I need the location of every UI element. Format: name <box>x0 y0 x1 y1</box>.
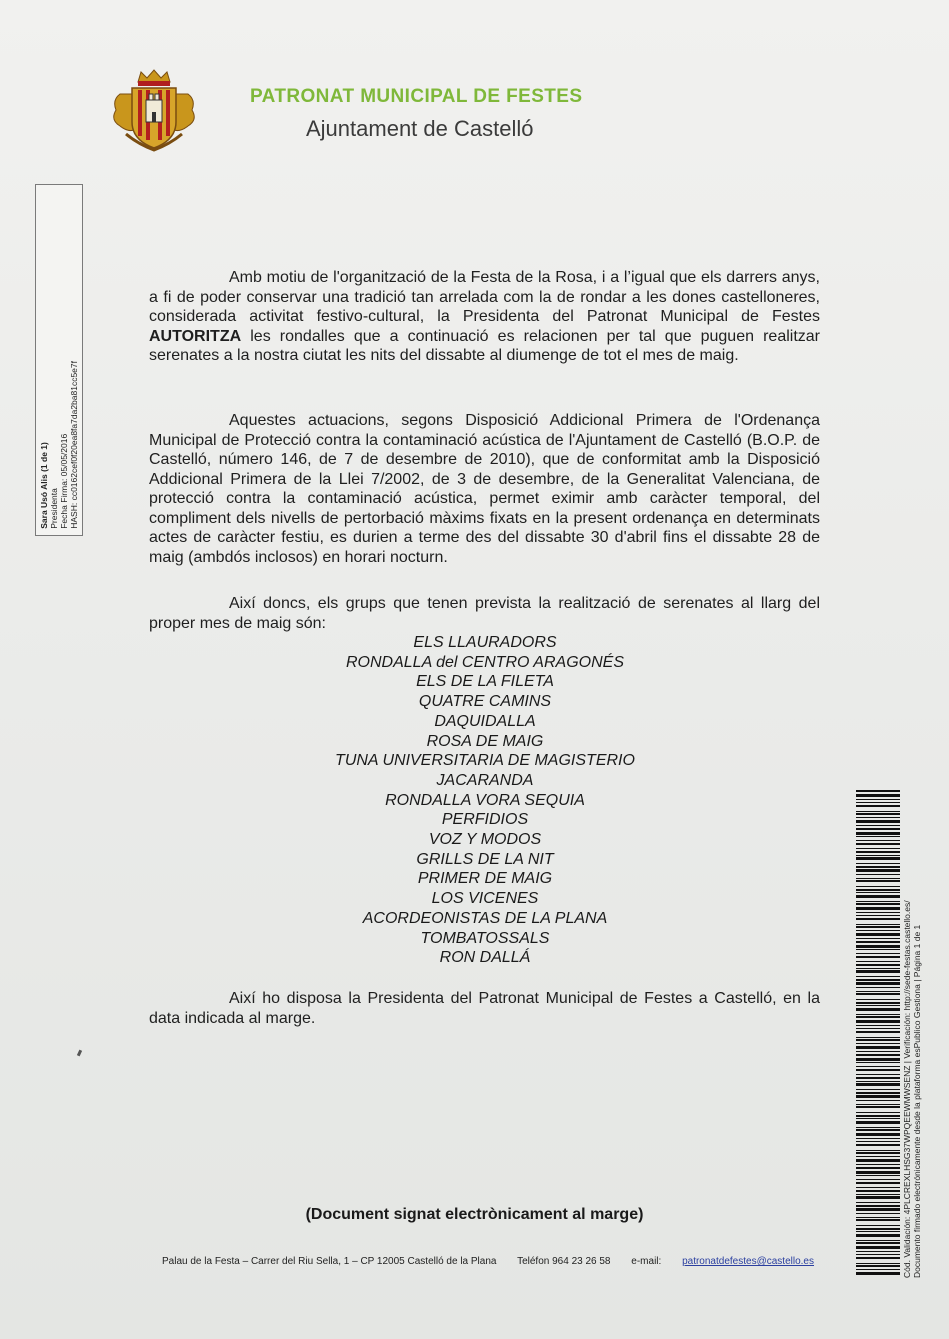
group-item: ELS DE LA FILETA <box>416 673 554 691</box>
paragraph-1-text-b: les rondalles que a continuació es relacionen per tal que puguen realitzar serenates a la nostra ciutat les nits del dissabte al diumenge de tot el mes de maig. <box>149 327 821 364</box>
paragraph-3-text: Així doncs, els grups que tenen prevista la realització de serenates al llarg del proper mes de maig són: <box>149 595 820 632</box>
authorizes-keyword: AUTORITZA <box>149 327 242 345</box>
signed-note: (Document signat electrònicament al marge) <box>305 1206 644 1223</box>
coat-of-arms-icon <box>108 64 200 156</box>
group-item: RONDALLA del CENTRO ARAGONÉS <box>346 653 624 671</box>
group-item: VOZ Y MODOS <box>428 831 542 849</box>
barcode-icon <box>856 790 900 1275</box>
paragraph-authorization <box>149 268 820 366</box>
group-item: ELS LLAURADORS <box>413 634 557 651</box>
signature-date: Fecha Firma: 05/05/2016 <box>59 434 69 529</box>
group-item: QUATRE CAMINS <box>418 693 552 711</box>
group-item: TOMBATOSSALS <box>420 929 550 947</box>
groups-list <box>300 633 670 968</box>
paper-mark <box>77 1050 82 1057</box>
signer-role: Presidenta <box>49 488 59 529</box>
signature-box <box>35 184 83 536</box>
footer <box>162 1256 814 1267</box>
org-title: PATRONAT MUNICIPAL DE FESTES <box>250 86 583 107</box>
verification-text <box>902 858 922 1278</box>
verification-platform: Documento firmado electrónicamente desde la plataforma esPublico Gestiona | Página 1 de 1 <box>912 924 922 1278</box>
signer-name: Sara Usó Alis (1 de 1) <box>39 442 49 529</box>
paragraph-groups-intro <box>149 594 820 633</box>
paragraph-2-text: Aquestes actuacions, segons Disposició Addicional Primera de l'Ordenança Municipal de Protecció contra la contaminació acústica de l'Ajuntament de Castelló (B.O.P. de Castelló, número 146, de 7 de desembre de 2010), que de conformitat amb la Disposició Addicional Primera de la Llei 7/2002, de 3 de desembre, de la Generalitat Valenciana, de protecció contra la contaminació acústica, permet eximir amb caràcter temporal, del compliment dels nivells de pertorbació màxims fixats en la present ordenança en determinats actes de caràcter festiu, es durien a terme des del dissabte 30 d'abril fins el dissabte 28 de maig (ambdós inclosos) en horari nocturn. <box>149 412 820 566</box>
group-item: ROSA DE MAIG <box>426 732 544 750</box>
paragraph-1-text-a: Amb motiu de l'organització de la Festa de la Rosa, i a l’igual que els darrers anys, a fi de poder conservar una tradició tan arrelada com la de rondar a les dones castelloneres, considerada activitat festivo-cultural, la Presidenta del Patronat Municipal de Festes <box>149 269 820 325</box>
group-item: JACARANDA <box>436 771 534 789</box>
group-item: RONDALLA VORA SEQUIA <box>385 791 585 809</box>
group-item: GRILLS DE LA NIT <box>416 850 554 868</box>
signature-hash: HASH: cc0162cef0f20ea8fa7da2ba81cc5e7f <box>69 361 79 529</box>
org-subtitle: Ajuntament de Castelló <box>306 116 534 141</box>
group-item: RON DALLÁ <box>439 949 531 967</box>
footer-email-label: e-mail: <box>631 1256 662 1267</box>
group-item: PERFIDIOS <box>441 811 529 829</box>
footer-address: Palau de la Festa – Carrer del Riu Sella, 1 – CP 12005 Castelló de la Plana <box>162 1256 497 1267</box>
group-item: ACORDEONISTAS DE LA PLANA <box>362 909 608 927</box>
group-item: TUNA UNIVERSITARIA DE MAGISTERIO <box>335 752 635 770</box>
paragraph-regulation <box>149 411 820 567</box>
group-item: PRIMER DE MAIG <box>417 870 553 888</box>
paragraph-4-text: Així ho disposa la Presidenta del Patronat Municipal de Festes a Castelló, en la data indicada al marge. <box>149 990 820 1027</box>
verification-code: Cód. Validación: 4PLCREXLHSG37WPQEEWMWSENZ | Verificación: http://sede-festas.castello.es/ <box>902 900 912 1278</box>
footer-phone: Teléfon 964 23 26 58 <box>517 1256 611 1267</box>
paragraph-closing <box>149 989 820 1028</box>
group-item: DAQUIDALLA <box>434 712 536 730</box>
signature-text <box>39 361 79 529</box>
footer-email-link[interactable]: patronatdefestes@castello.es <box>682 1256 814 1267</box>
group-item: LOS VICENES <box>431 890 539 908</box>
